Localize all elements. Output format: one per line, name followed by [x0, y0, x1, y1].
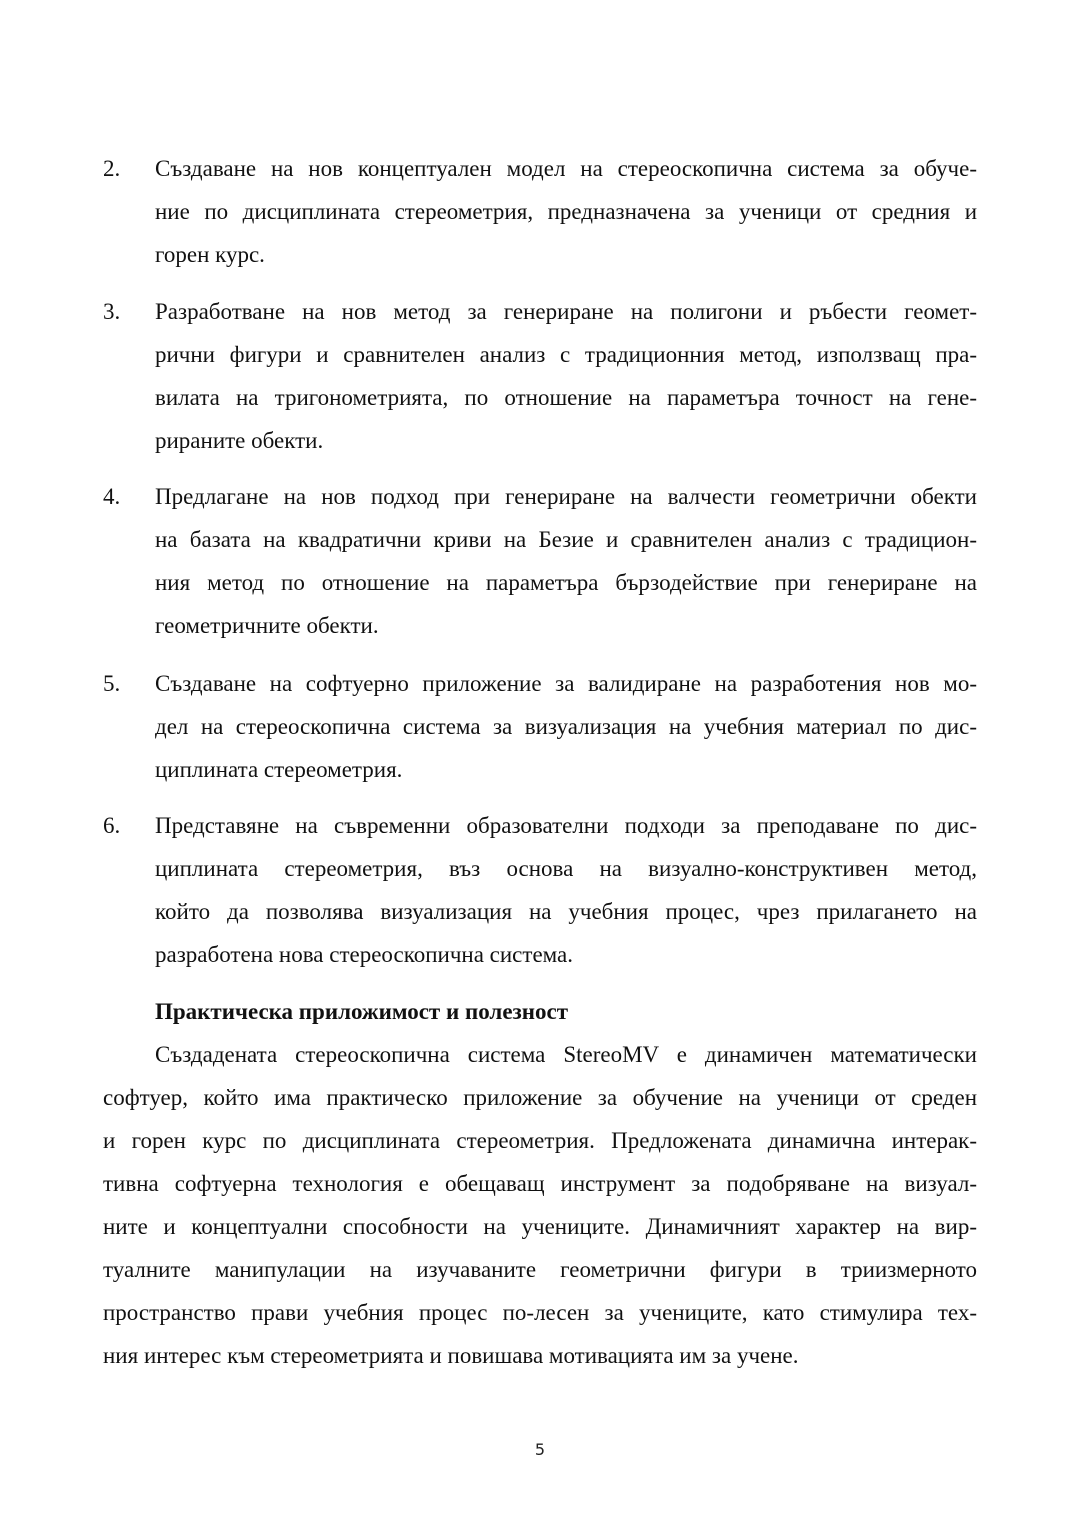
list-item-5	[103, 662, 977, 791]
list-item-line: геометричните обекти.	[155, 613, 379, 638]
paragraph-line: пространство прави учебния процес по-лесен за учениците, като стимулира тех-	[103, 1300, 977, 1325]
paragraph-line: ните и концептуални способности на учениците. Динамичният характер на вир-	[103, 1214, 977, 1239]
list-item-line: разработена нова стереоскопична система.	[155, 942, 574, 967]
paragraph-line: софтуер, който има практическо приложение за обучение на ученици от среден	[103, 1085, 977, 1110]
list-item-line: Създаване на софтуерно приложение за валидиране на разработения нов мо-	[155, 671, 977, 696]
list-item-line: вилата на тригонометрията, по отношение на параметъра точност на гене-	[155, 385, 977, 410]
paragraph-line: Създадената стереоскопична система StereoMV е динамичен математически	[155, 1042, 977, 1067]
list-item-2	[103, 147, 977, 276]
body-paragraph	[103, 1033, 977, 1377]
list-item-line: циплината стереометрия, въз основа на визуално-конструктивен метод,	[155, 856, 977, 881]
list-item-number: 5.	[103, 671, 121, 696]
list-item-line: който да позволява визуализация на учебния процес, чрез прилагането на	[155, 899, 977, 924]
paragraph-line: туалните манипулации на изучаваните геометрични фигури в триизмерното	[103, 1257, 977, 1282]
list-item-line: ния метод по отношение на параметъра бързодействие при генериране на	[155, 570, 977, 595]
section-heading: Практическа приложимост и полезност	[155, 999, 569, 1024]
list-item-line: дел на стереоскопична система за визуализация на учебния материал по дис-	[155, 714, 977, 739]
list-item-3	[103, 290, 977, 462]
list-item-line: на базата на квадратични криви на Безие и сравнителен анализ с традицион-	[155, 527, 977, 552]
list-item-line: Създаване на нов концептуален модел на стереоскопична система за обуче-	[155, 156, 977, 181]
paragraph-line: ния интерес към стереометрията и повишава мотивацията им за учене.	[103, 1343, 799, 1368]
list-item-number: 2.	[103, 156, 121, 181]
list-item-number: 3.	[103, 299, 121, 324]
list-item-line: Представяне на съвременни образователни подходи за преподаване по дис-	[155, 813, 977, 838]
list-item-line: Разработване на нов метод за генериране на полигони и ръбести геомет-	[155, 299, 977, 324]
list-item-line: Предлагане на нов подход при генериране на валчести геометрични обекти	[155, 484, 977, 509]
list-item-line: циплината стереометрия.	[155, 757, 403, 782]
paragraph-line: тивна софтуерна технология е обещаващ инструмент за подобряване на визуал-	[103, 1171, 977, 1196]
list-item-line: рични фигури и сравнителен анализ с традиционния метод, използващ пра-	[155, 342, 977, 367]
list-item-line: рираните обекти.	[155, 428, 324, 453]
list-item-number: 6.	[103, 813, 121, 838]
list-item-line: ние по дисциплината стереометрия, предназначена за ученици от средния и	[155, 199, 977, 224]
list-item-6	[103, 804, 977, 976]
page-number: 5	[534, 1440, 546, 1459]
list-item-4	[103, 475, 977, 647]
list-item-line: горен курс.	[155, 242, 265, 267]
paragraph-line: и горен курс по дисциплината стереометрия. Предложената динамична интерак-	[103, 1128, 977, 1153]
list-item-number: 4.	[103, 484, 121, 509]
